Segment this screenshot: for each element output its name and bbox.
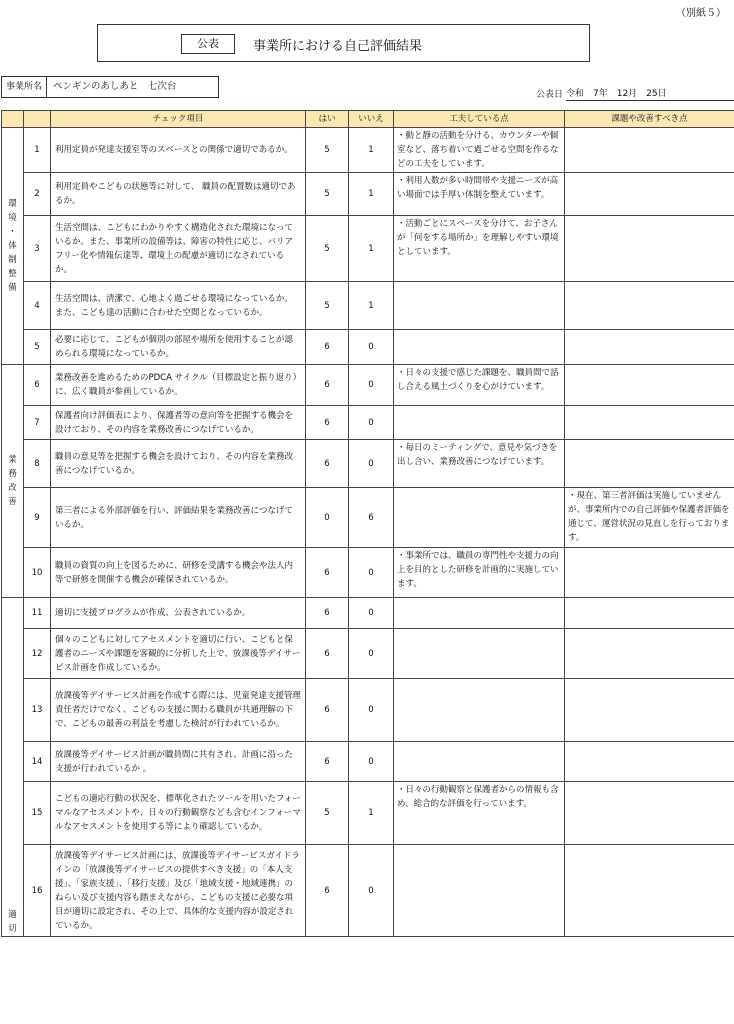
yes-count: 6 — [306, 330, 349, 365]
effort-note — [394, 629, 565, 679]
issue-note — [565, 845, 734, 937]
table-row — [2, 330, 734, 365]
check-item: 業務改善を進めるためのPDCA サイクル（目標設定と振り返り）に、広く職員が参画しているか。 — [51, 365, 306, 406]
row-number: 13 — [24, 679, 51, 742]
effort-note — [394, 282, 565, 330]
issue-note: ・現在、第三者評価は実施していませんが、事業所内での自己評価や保護者評価を通じて、運営状況の見直しを行っております。 — [565, 488, 734, 548]
effort-note: ・事業所では、職員の専門性や支援力の向上を目的とした研修を計画的に実施しています。 — [394, 548, 565, 598]
no-count: 1 — [349, 282, 394, 330]
yes-count: 6 — [306, 365, 349, 406]
no-count: 0 — [349, 440, 394, 488]
no-count: 0 — [349, 406, 394, 440]
issue-note — [565, 406, 734, 440]
issue-note — [565, 282, 734, 330]
effort-note: ・動と静の活動を分ける、カウンターや個室など、落ち着いて過ごせる空間を作るなどの工夫をしています。 — [394, 128, 565, 173]
row-number: 10 — [24, 548, 51, 598]
yes-count: 5 — [306, 782, 349, 845]
check-item: 生活空間は、こどもにわかりやすく構造化された環境になっているか。また、事業所の設備等は、障害の特性に応じ、バリアフリー化や情報伝達等、環境上の配慮が適切になされているか。 — [51, 216, 306, 282]
check-item: 放課後等デイサービス計画には、放課後等デイサービスガイドラインの「放課後等デイサービスの提供すべき支援」の「本人支援」、「家族支援」、「移行支援」及び「地域支援・地域連携」のねらい及び支援内容も踏まえながら、こどもの支援に必要な項目が適切に設定され、その上で、具体的な支援内容が設定されているか。 — [51, 845, 306, 937]
check-item: 利用定員やこどもの状態等に対して、 職員の配置数は適切であるか。 — [51, 173, 306, 216]
row-number: 15 — [24, 782, 51, 845]
issue-note — [565, 216, 734, 282]
no-count: 1 — [349, 173, 394, 216]
table-row — [2, 782, 734, 845]
table-row — [2, 365, 734, 406]
yes-count: 6 — [306, 629, 349, 679]
header-yes: はい — [306, 111, 349, 128]
no-count: 0 — [349, 742, 394, 782]
header-no: いいえ — [349, 111, 394, 128]
effort-note — [394, 330, 565, 365]
effort-note: ・日々の支援で感じた課題を、職員間で話し合える風土づくりを心がけています。 — [394, 365, 565, 406]
table-row — [2, 282, 734, 330]
yes-count: 0 — [306, 488, 349, 548]
category-business-improvement: 業 務 改 善 — [2, 365, 24, 598]
yes-count: 5 — [306, 282, 349, 330]
issue-note — [565, 679, 734, 742]
row-number: 4 — [24, 282, 51, 330]
no-count: 0 — [349, 845, 394, 937]
issue-note — [565, 782, 734, 845]
category-proper-support: 適 切 — [2, 598, 24, 937]
row-number: 2 — [24, 173, 51, 216]
check-item: 必要に応じて、こどもが個別の部屋や場所を使用することが認められる環境になっているか。 — [51, 330, 306, 365]
row-number: 11 — [24, 598, 51, 629]
row-number: 5 — [24, 330, 51, 365]
check-item: 放課後等デイサービス計画を作成する際には、児童発達支援管理責任者だけでなく、こどもの支援に関わる職員が共通理解の下で、こどもの最善の利益を考慮した検討が行われているか。 — [51, 679, 306, 742]
yes-count: 6 — [306, 679, 349, 742]
evaluation-table — [1, 110, 734, 937]
check-item: 保護者向け評価表により、保護者等の意向等を把握する機会を設けており、その内容を業務改善につなげているか。 — [51, 406, 306, 440]
check-item: 第三者による外部評価を行い、評価結果を業務改善につなげているか。 — [51, 488, 306, 548]
yes-count: 6 — [306, 548, 349, 598]
no-count: 1 — [349, 782, 394, 845]
no-count: 6 — [349, 488, 394, 548]
row-number: 1 — [24, 128, 51, 173]
effort-note: ・毎日のミーティングで、意見や気づきを出し合い、業務改善につなげています。 — [394, 440, 565, 488]
table-row — [2, 548, 734, 598]
category-environment: 環 境 ・ 体 制 整 備 — [2, 128, 24, 365]
effort-note — [394, 406, 565, 440]
check-item: 職員の意見等を把握する機会を設けており、その内容を業務改善につなげているか。 — [51, 440, 306, 488]
issue-note — [565, 742, 734, 782]
header-check-item: チェック項目 — [51, 111, 306, 128]
table-row — [2, 629, 734, 679]
row-number: 7 — [24, 406, 51, 440]
office-name-label: 事業所名 — [1, 76, 47, 98]
check-item: 生活空間は、清潔で、心地よく過ごせる環境になっているか。また、こども達の活動に合わせた空間となっているか。 — [51, 282, 306, 330]
no-count: 0 — [349, 548, 394, 598]
yes-count: 6 — [306, 598, 349, 629]
issue-note — [565, 548, 734, 598]
row-number: 16 — [24, 845, 51, 937]
check-item: こどもの適応行動の状況を、標準化されたツールを用いたフォーマルなアセスメントや、日々の行動観察なども含むインフォーマルなアセスメントを使用する等により確認しているか。 — [51, 782, 306, 845]
table-row — [2, 845, 734, 937]
no-count: 0 — [349, 330, 394, 365]
publication-date-value: 令和 7年 12月 25日 — [566, 86, 734, 101]
no-count: 1 — [349, 128, 394, 173]
issue-note — [565, 173, 734, 216]
title-box — [97, 24, 590, 62]
yes-count: 6 — [306, 845, 349, 937]
issue-note — [565, 330, 734, 365]
table-row — [2, 440, 734, 488]
check-item: 個々のこどもに対してアセスメントを適切に行い、こどもと保護者のニーズや課題を客観的に分析した上で、放課後等デイサービス計画を作成しているか。 — [51, 629, 306, 679]
table-row — [2, 216, 734, 282]
check-item: 放課後等デイサービス計画が職員間に共有され、計画に沿った支援が行われているか 。 — [51, 742, 306, 782]
header-category — [2, 111, 24, 128]
row-number: 3 — [24, 216, 51, 282]
office-name-value: ペンギンのあしあと 七次台 — [47, 76, 219, 98]
header-number — [24, 111, 51, 128]
page-title: 事業所における自己評価結果 — [253, 39, 423, 54]
table-header-row — [2, 111, 734, 128]
effort-note: ・日々の行動観察と保護者からの情報も含め、総合的な評価を行っています。 — [394, 782, 565, 845]
header-effort: 工夫している点 — [394, 111, 565, 128]
no-count: 0 — [349, 629, 394, 679]
issue-note — [565, 629, 734, 679]
no-count: 0 — [349, 365, 394, 406]
effort-note — [394, 679, 565, 742]
effort-note — [394, 742, 565, 782]
check-item: 職員の資質の向上を図るために、研修を受講する機会や法人内等で研修を開催する機会が確保されているか。 — [51, 548, 306, 598]
no-count: 0 — [349, 679, 394, 742]
table-row — [2, 406, 734, 440]
table-row — [2, 488, 734, 548]
issue-note — [565, 440, 734, 488]
effort-note — [394, 598, 565, 629]
check-item: 利用定員が発達支援室等のスペースとの関係で適切であるか。 — [51, 128, 306, 173]
publication-date-label: 公表日 — [536, 90, 564, 100]
issue-note — [565, 128, 734, 173]
table-row — [2, 598, 734, 629]
row-number: 9 — [24, 488, 51, 548]
yes-count: 6 — [306, 742, 349, 782]
yes-count: 5 — [306, 216, 349, 282]
effort-note: ・活動ごとにスペースを分けて、お子さんが「何をする場所か」を理解しやすい環境としています。 — [394, 216, 565, 282]
effort-note — [394, 488, 565, 548]
table-row — [2, 742, 734, 782]
row-number: 12 — [24, 629, 51, 679]
table-row — [2, 679, 734, 742]
check-item: 適切に支援プログラムが作成、公表されているか。 — [51, 598, 306, 629]
table-row — [2, 173, 734, 216]
issue-note — [565, 598, 734, 629]
yes-count: 5 — [306, 128, 349, 173]
row-number: 14 — [24, 742, 51, 782]
row-number: 8 — [24, 440, 51, 488]
row-number: 6 — [24, 365, 51, 406]
effort-note: ・利用人数が多い時間帯や支援ニーズが高い場面では手厚い体制を整えています。 — [394, 173, 565, 216]
public-tag: 公表 — [181, 34, 235, 54]
yes-count: 6 — [306, 406, 349, 440]
effort-note — [394, 845, 565, 937]
no-count: 0 — [349, 598, 394, 629]
table-row — [2, 128, 734, 173]
yes-count: 5 — [306, 173, 349, 216]
header-issue: 課題や改善すべき点 — [565, 111, 734, 128]
issue-note — [565, 365, 734, 406]
yes-count: 6 — [306, 440, 349, 488]
no-count: 1 — [349, 216, 394, 282]
annex-label: （別紙５） — [676, 8, 726, 19]
